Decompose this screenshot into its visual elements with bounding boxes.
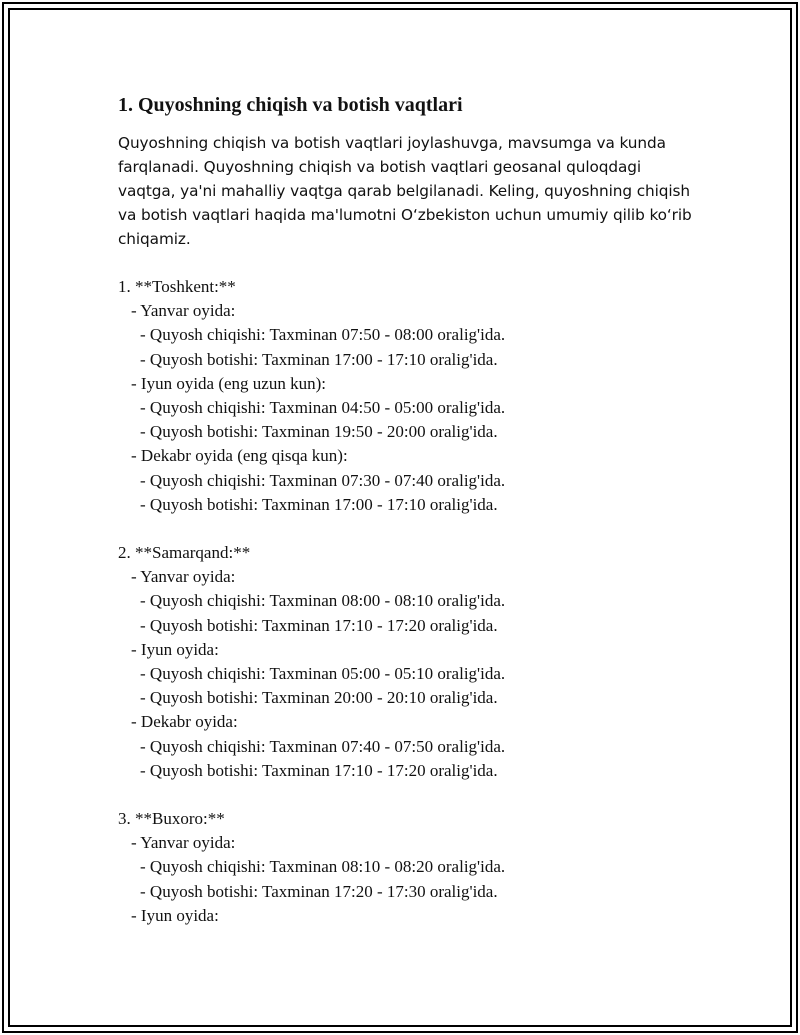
month-label: - Yanvar oyida:: [131, 301, 236, 321]
month-label: - Iyun oyida:: [131, 639, 219, 659]
sunrise-line: - Quyosh chiqishi: Taxminan 07:50 - 08:00 oralig'ida.: [140, 325, 506, 345]
city-section-buxoro: [118, 807, 698, 928]
sunrise-line: - Quyosh chiqishi: Taxminan 05:00 - 05:10 oralig'ida.: [140, 664, 506, 684]
sunset-line: - Quyosh botishi: Taxminan 20:00 - 20:10 oralig'ida.: [140, 688, 498, 708]
city-title: 3. **Buxoro:**: [118, 809, 225, 829]
sunset-line: - Quyosh botishi: Taxminan 17:10 - 17:20 oralig'ida.: [140, 615, 498, 635]
section-gap: [118, 783, 698, 807]
document-body: [118, 93, 698, 928]
sunrise-line: - Quyosh chiqishi: Taxminan 07:40 - 07:50 oralig'ida.: [140, 736, 506, 756]
city-title: 1. **Toshkent:**: [118, 277, 236, 296]
sunrise-line: - Quyosh chiqishi: Taxminan 04:50 - 05:00 oralig'ida.: [140, 398, 506, 418]
sunrise-line: - Quyosh chiqishi: Taxminan 08:00 - 08:10 oralig'ida.: [140, 591, 506, 611]
month-label: - Dekabr oyida (eng qisqa kun):: [131, 446, 348, 466]
sunset-line: - Quyosh botishi: Taxminan 17:00 - 17:10 oralig'ida.: [140, 494, 498, 514]
sunrise-line: - Quyosh chiqishi: Taxminan 07:30 - 07:40 oralig'ida.: [140, 470, 506, 490]
intro-paragraph: Quyoshning chiqish va botish vaqtlari joylashuvga, mavsumga va kunda farqlanadi. Quyoshning chiqish va botish vaqtlari geosanal quloqdagi vaqtga, ya'ni mahalliy vaqtga qarab belgilanadi. Keling, quyoshning chiqish va botish vaqtlari haqida ma'lumotni O‘zbekiston uchun umumiy qilib ko‘rib chiqamiz.: [118, 134, 692, 248]
month-label: - Dekabr oyida:: [131, 712, 238, 732]
sunrise-line: - Quyosh chiqishi: Taxminan 08:10 - 08:20 oralig'ida.: [140, 857, 506, 877]
city-section-toshkent: [118, 275, 698, 517]
sunset-line: - Quyosh botishi: Taxminan 17:00 - 17:10 oralig'ida.: [140, 349, 498, 369]
sunset-line: - Quyosh botishi: Taxminan 17:10 - 17:20 oralig'ida.: [140, 760, 498, 780]
month-label: - Yanvar oyida:: [131, 833, 236, 853]
sunset-line: - Quyosh botishi: Taxminan 17:20 - 17:30 oralig'ida.: [140, 881, 498, 901]
month-label: - Iyun oyida (eng uzun kun):: [131, 373, 326, 393]
city-section-samarqand: [118, 541, 698, 783]
month-label: - Iyun oyida:: [131, 905, 219, 925]
city-title: 2. **Samarqand:**: [118, 543, 251, 563]
sunset-line: - Quyosh botishi: Taxminan 19:50 - 20:00 oralig'ida.: [140, 422, 498, 442]
section-gap: [118, 517, 698, 541]
document-heading: 1. Quyoshning chiqish va botish vaqtlari: [118, 94, 463, 116]
month-label: - Yanvar oyida:: [131, 567, 236, 587]
